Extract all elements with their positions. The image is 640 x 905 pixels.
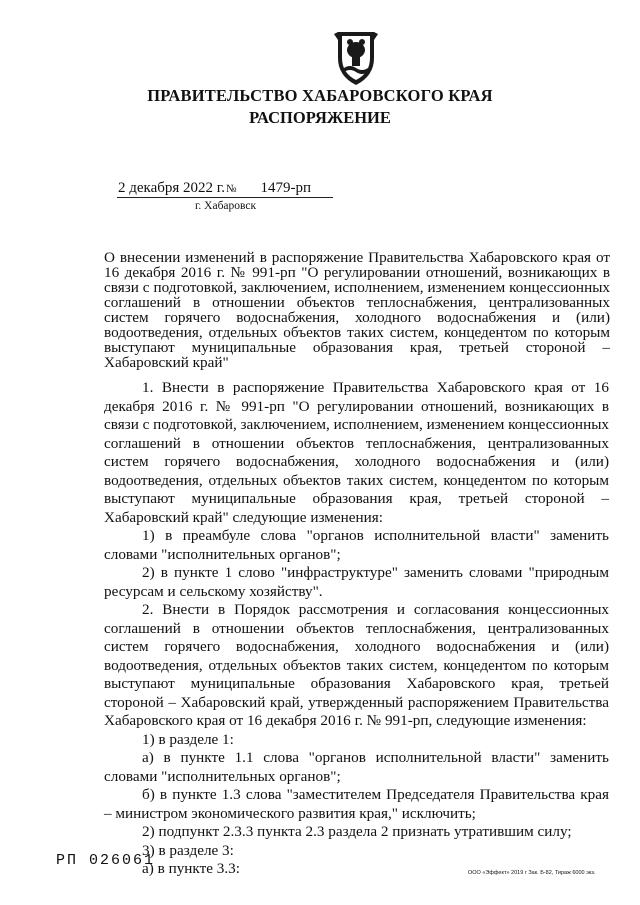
body-paragraph: 3) в разделе 3: (142, 841, 234, 859)
document-body (104, 379, 609, 879)
body-paragraph: а) в пункте 3.3: (142, 860, 240, 877)
body-paragraph: 2) в пункте 1 слово "инфраструктуре" заменить словами "природным ресурсам и сельскому хозяйству". (104, 564, 609, 600)
document-subject: О внесении изменений в распоряжение Правительства Хабаровского края от 16 декабря 2016 г. № 991-рп "О регулировании отношений, возникающих в связи с подготовкой, заключением, исполнением, изменением концессионных соглашений в отношении объектов теплоснабжения, централизованных систем горячего водоснабжения, холодного водоснабжения и (или) водоотведения, отдельных объектов таких систем, концедентом по которым выступают муниципальные образования края, третьей стороной – Хабаровский край" (104, 249, 610, 371)
date-underline (117, 197, 333, 198)
date-number-line (118, 180, 311, 197)
body-paragraph: 1. Внести в распоряжение Правительства Хабаровского края от 16 декабря 2016 г. № 991-рп "О регулировании отношений, возникающих в связи с подготовкой, заключением, исполнением, изменением концессионных соглашений в отношении объектов теплоснабжения, централизованных систем горячего водоснабжения, холодного водоснабжения и (или) водоотведения, отдельных объектов таких систем, концедентом по которым выступают муниципальные образования края, третьей стороной – Хабаровский край" следующие изменения: (104, 379, 609, 526)
body-paragraph: 2) подпункт 2.3.3 пункта 2.3 раздела 2 признать утратившим силу; (142, 823, 572, 840)
body-paragraph: 1) в разделе 1: (142, 730, 234, 748)
print-info: ООО «Эффект» 2019 г Зак. Б-82, Тираж 6000 экз. (468, 870, 596, 876)
number-sign: № (226, 183, 237, 195)
city-label: г. Хабаровск (195, 200, 257, 212)
government-title: ПРАВИТЕЛЬСТВО ХАБАРОВСКОГО КРАЯ (147, 86, 493, 105)
form-serial-code: РП 026061 (56, 852, 156, 869)
body-paragraph: а) в пункте 1.1 слова "органов исполнительной власти" заменить словами "исполнительных органов"; (104, 749, 609, 785)
coat-of-arms-icon (330, 28, 382, 88)
document-number: 1479-рп (260, 180, 312, 196)
document-date: 2 декабря 2022 г. (118, 180, 225, 196)
document-type: РАСПОРЯЖЕНИЕ (249, 108, 391, 127)
body-paragraph: 1) в преамбуле слова "органов исполнительной власти" заменить словами "исполнительных органов"; (104, 527, 609, 563)
body-paragraph: б) в пункте 1.3 слова "заместителем Председателя Правительства края – министром экономического развития края," исключить; (104, 786, 609, 822)
body-paragraph: 2. Внести в Порядок рассмотрения и согласования концессионных соглашений в отношении объектов теплоснабжения, централизованных систем горячего водоснабжения, холодного водоснабжения и (или) водоотведения, отдельных объектов таких систем, концедентом по которым выступают муниципальные образования Хабаровского края, третьей стороной – Хабаровский край, утвержденный распоряжением Правительства Хабаровского края от 16 декабря 2016 г. № 991-рп, следующие изменения: (104, 601, 609, 729)
